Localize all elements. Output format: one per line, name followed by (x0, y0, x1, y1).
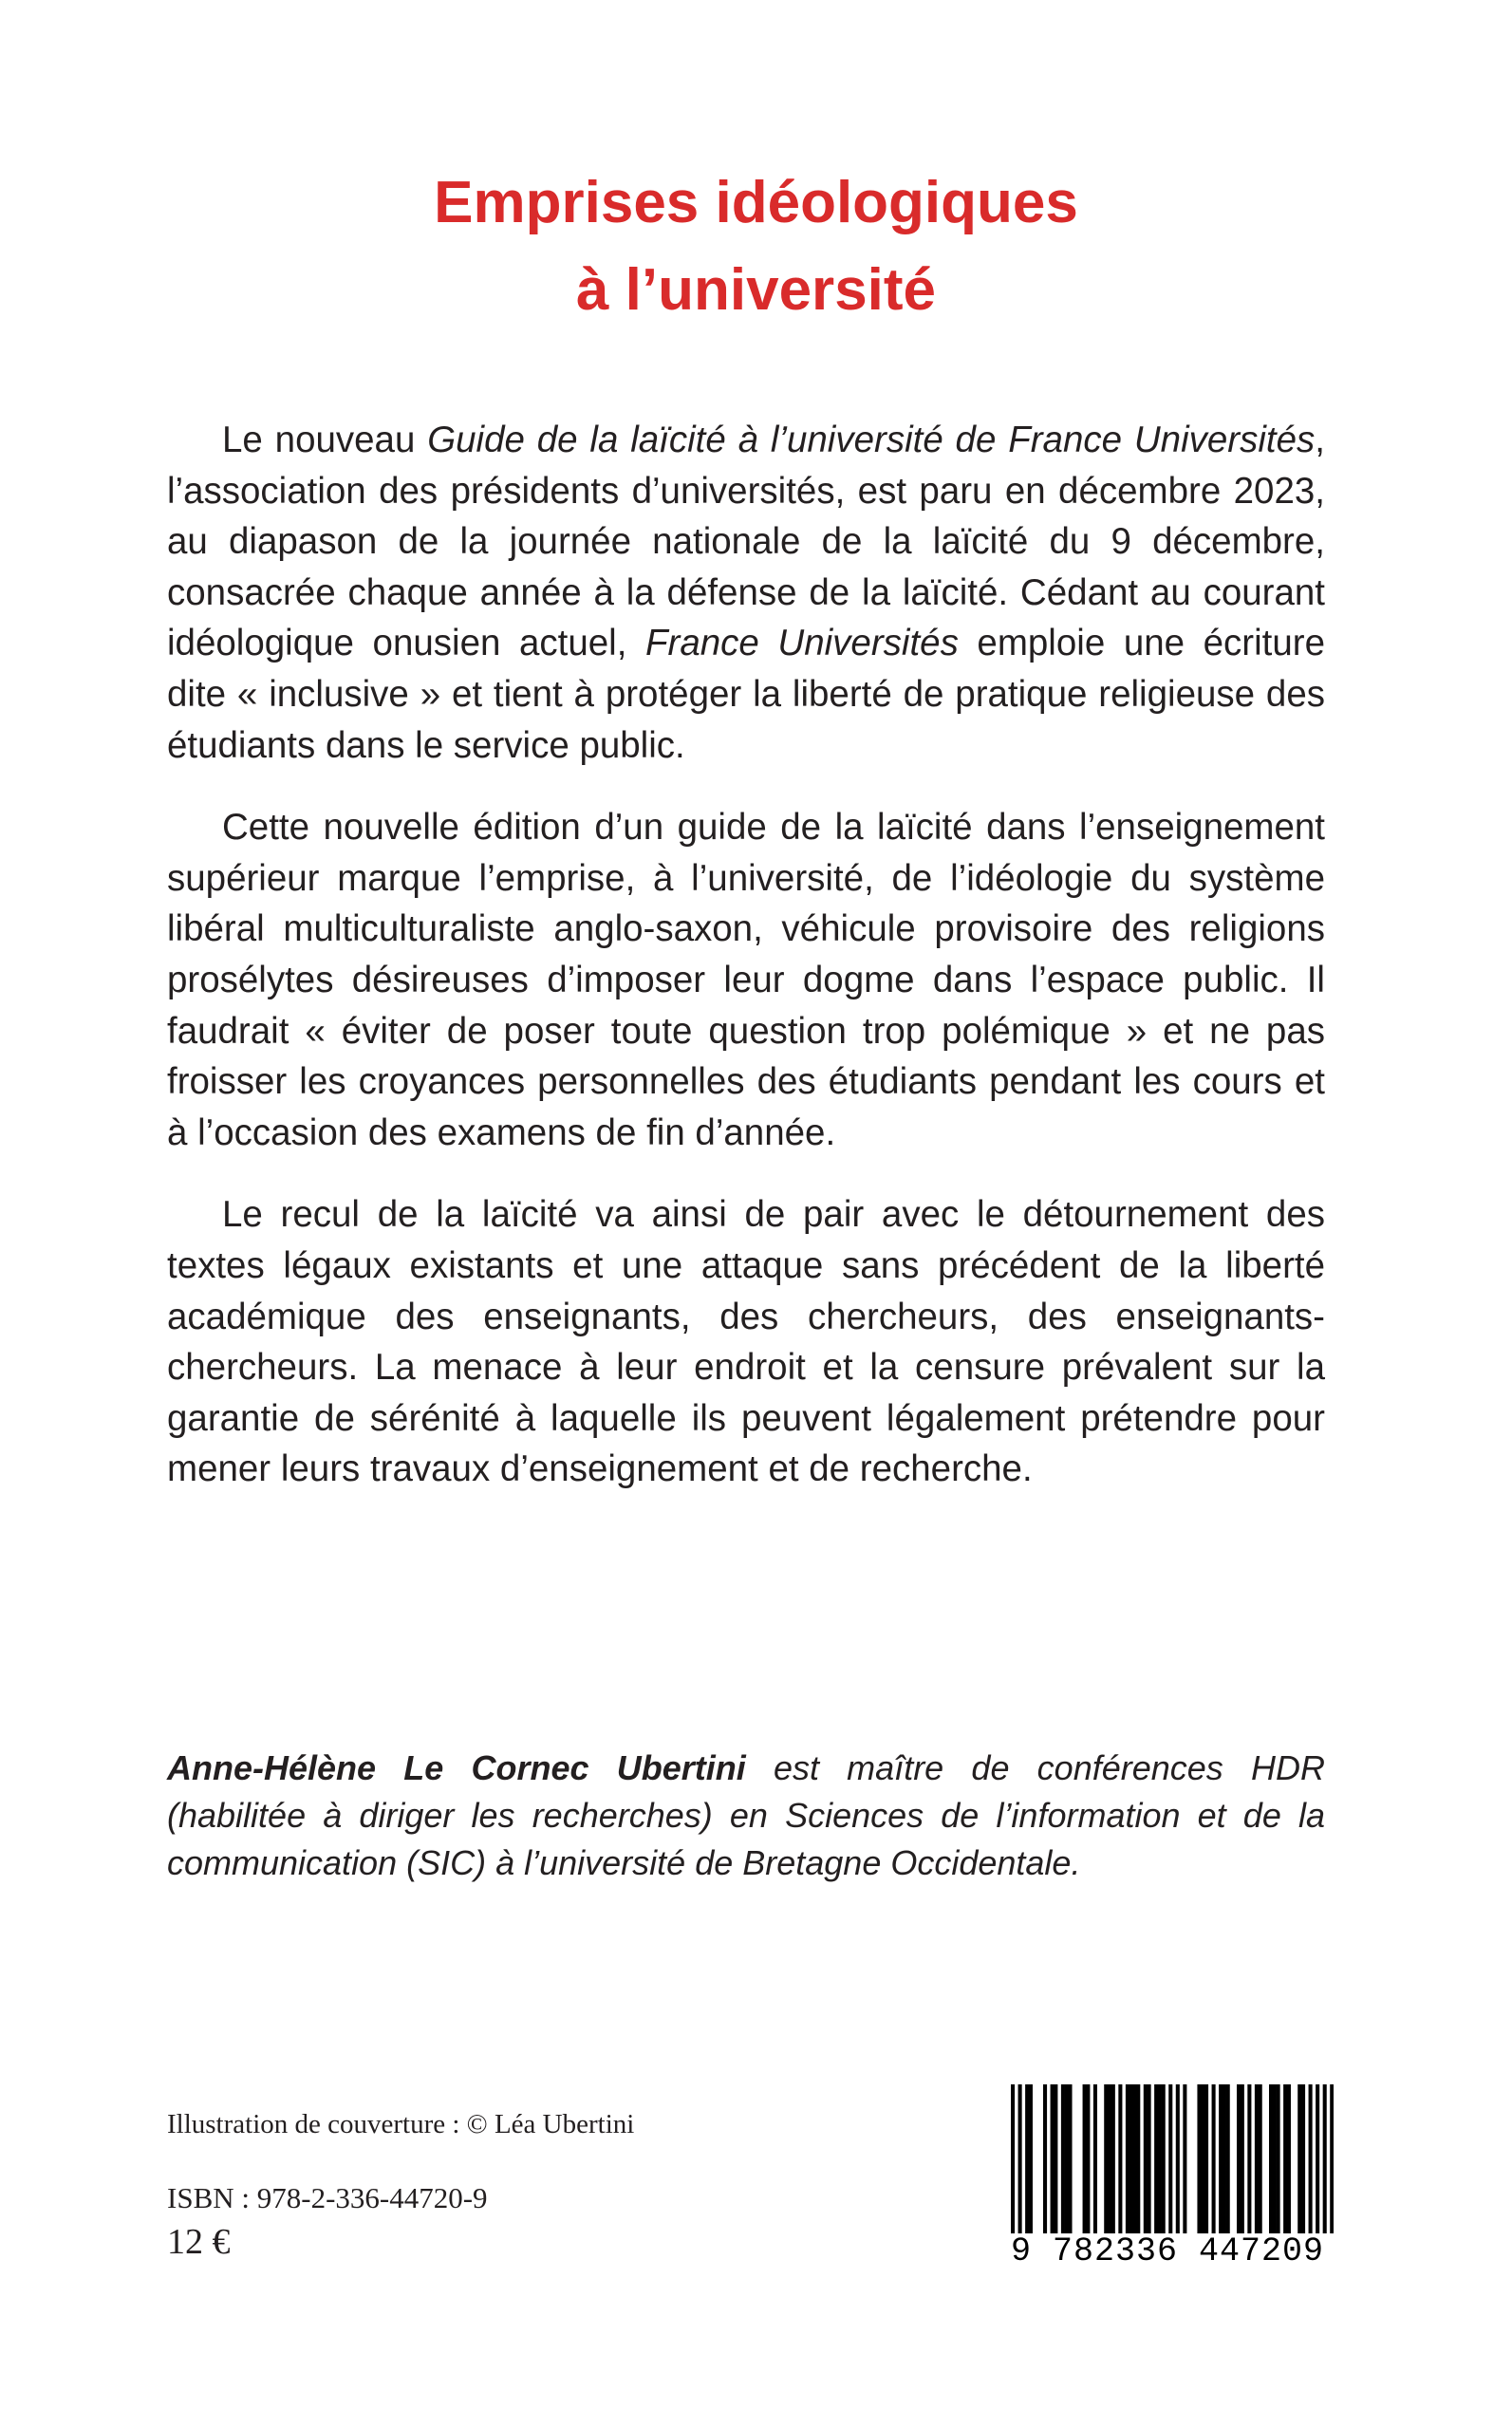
barcode-bar (1108, 2084, 1111, 2233)
barcode-bars-icon (1011, 2084, 1334, 2233)
barcode-bar (1011, 2084, 1015, 2233)
barcode-bar (1259, 2084, 1262, 2233)
barcode-bar (1237, 2084, 1241, 2233)
barcode-bar (1223, 2084, 1226, 2233)
barcode-bar (1162, 2084, 1166, 2233)
p1-text-a: Le nouveau (222, 420, 428, 460)
barcode-bar (1204, 2084, 1208, 2233)
barcode-bar (1111, 2084, 1115, 2233)
isbn: ISBN : 978-2-336-44720-9 (167, 2181, 488, 2214)
barcode-bar (1168, 2084, 1172, 2233)
barcode-bar (1025, 2084, 1029, 2233)
author-bio (167, 1745, 1325, 1887)
barcode-bar (1297, 2084, 1301, 2233)
barcode-bar (1316, 2084, 1319, 2233)
barcode-bar (1277, 2084, 1280, 2233)
barcode-bar (1287, 2084, 1291, 2233)
barcode-bar (1132, 2084, 1136, 2233)
barcode-bar (1093, 2084, 1097, 2233)
barcode-bar (1136, 2084, 1140, 2233)
barcode-bar (1051, 2084, 1055, 2233)
barcode-bar (1043, 2084, 1047, 2233)
back-cover-summary (167, 415, 1325, 1526)
barcode-bar (1061, 2084, 1065, 2233)
barcode-bar (1330, 2084, 1334, 2233)
barcode-bar (1247, 2084, 1251, 2233)
barcode-bar (1118, 2084, 1122, 2233)
barcode-bar (1241, 2084, 1244, 2233)
barcode-bar (1176, 2084, 1180, 2233)
barcode-bar (1144, 2084, 1148, 2233)
price: 12 € (167, 2222, 231, 2262)
barcode-bar (1029, 2084, 1033, 2233)
barcode-bar (1301, 2084, 1305, 2233)
barcode-bar (1126, 2084, 1129, 2233)
paragraph-2: Cette nouvelle édition d’un guide de la laïcité dans l’enseignement supérieur marque l’emprise, à l’université, de l’idéologie du système libéral multiculturaliste anglo-saxon, véhicule provisoire des religions prosélytes désireuses d’imposer leur dogme dans l’espace public. Il faudrait « éviter de poser toute question trop polémique » et ne pas froisser les croyances personnelles des étudiants pendant les cours et à l’occasion des examens de fin d’année. (167, 807, 1325, 1153)
barcode-bar (1054, 2084, 1057, 2233)
author-bio-text: est maître de conférences HDR (habilitée à diriger les recherches) en Sciences de l’information et de la communication (SIC) à l’université de Bretagne Occidentale. (167, 1748, 1326, 1882)
paragraph-3: Le recul de la laïcité va ainsi de pair avec le détournement des textes légaux existants et une attaque sans précédent de la liberté académique des enseignants, des chercheurs, des enseignants-chercheurs. La menace à leur endroit et la censure prévalent sur la garantie de sérénité à laquelle ils peuvent légalement prétendre pour mener leurs travaux d’enseignement et de recherche. (167, 1194, 1325, 1490)
barcode-bar (1212, 2084, 1216, 2233)
cover-illustration-credit: Illustration de couverture : © Léa Ubertini (167, 2109, 635, 2139)
barcode-bar (1219, 2084, 1223, 2233)
barcode-bar (1283, 2084, 1287, 2233)
barcode-bar (1269, 2084, 1273, 2233)
barcode-bar (1065, 2084, 1069, 2233)
barcode-bar (1068, 2084, 1072, 2233)
p1-text-c: , l’association des présidents d’universités, est paru en décembre 2023, au diapason de la journée nationale de la laïcité du 9 décembre, consacrée chaque année à la défense de la laïcité. Cédant au courant idéologique onusien actuel, (167, 420, 1325, 664)
barcode-bar (1148, 2084, 1151, 2233)
barcode-bar (1129, 2084, 1133, 2233)
author-name: Anne-Hélène Le Cornec Ubertini (167, 1748, 746, 1787)
barcode-bar (1323, 2084, 1327, 2233)
barcode-bar (1104, 2084, 1108, 2233)
barcode-bar (1273, 2084, 1277, 2233)
barcode-bar (1255, 2084, 1259, 2233)
guide-title-italic: Guide de la laïcité à l’université de France Universités (427, 420, 1316, 460)
barcode-bar (1154, 2084, 1158, 2233)
barcode-bar (1018, 2084, 1022, 2233)
barcode (1011, 2084, 1334, 2274)
barcode-bar (1197, 2084, 1201, 2233)
barcode-bar (1158, 2084, 1162, 2233)
barcode-bar (1086, 2084, 1090, 2233)
book-title (0, 159, 1512, 334)
paragraph-1 (167, 415, 1325, 771)
title-line-2: à l’université (575, 257, 937, 323)
p1-text-e: emploie une écriture dite « inclusive » et tient à protéger la liberté de pratique religieuse des étudiants dans le service public. (167, 623, 1326, 766)
barcode-bar (1183, 2084, 1186, 2233)
title-line-1: Emprises idéologiques (434, 170, 1078, 235)
barcode-bar (1309, 2084, 1313, 2233)
barcode-bar (1201, 2084, 1204, 2233)
barcode-digits: 9 782336 447209 (1011, 2232, 1325, 2270)
france-universites-italic: France Universités (645, 623, 959, 664)
barcode-bar (1226, 2084, 1230, 2233)
barcode-bar (1083, 2084, 1087, 2233)
